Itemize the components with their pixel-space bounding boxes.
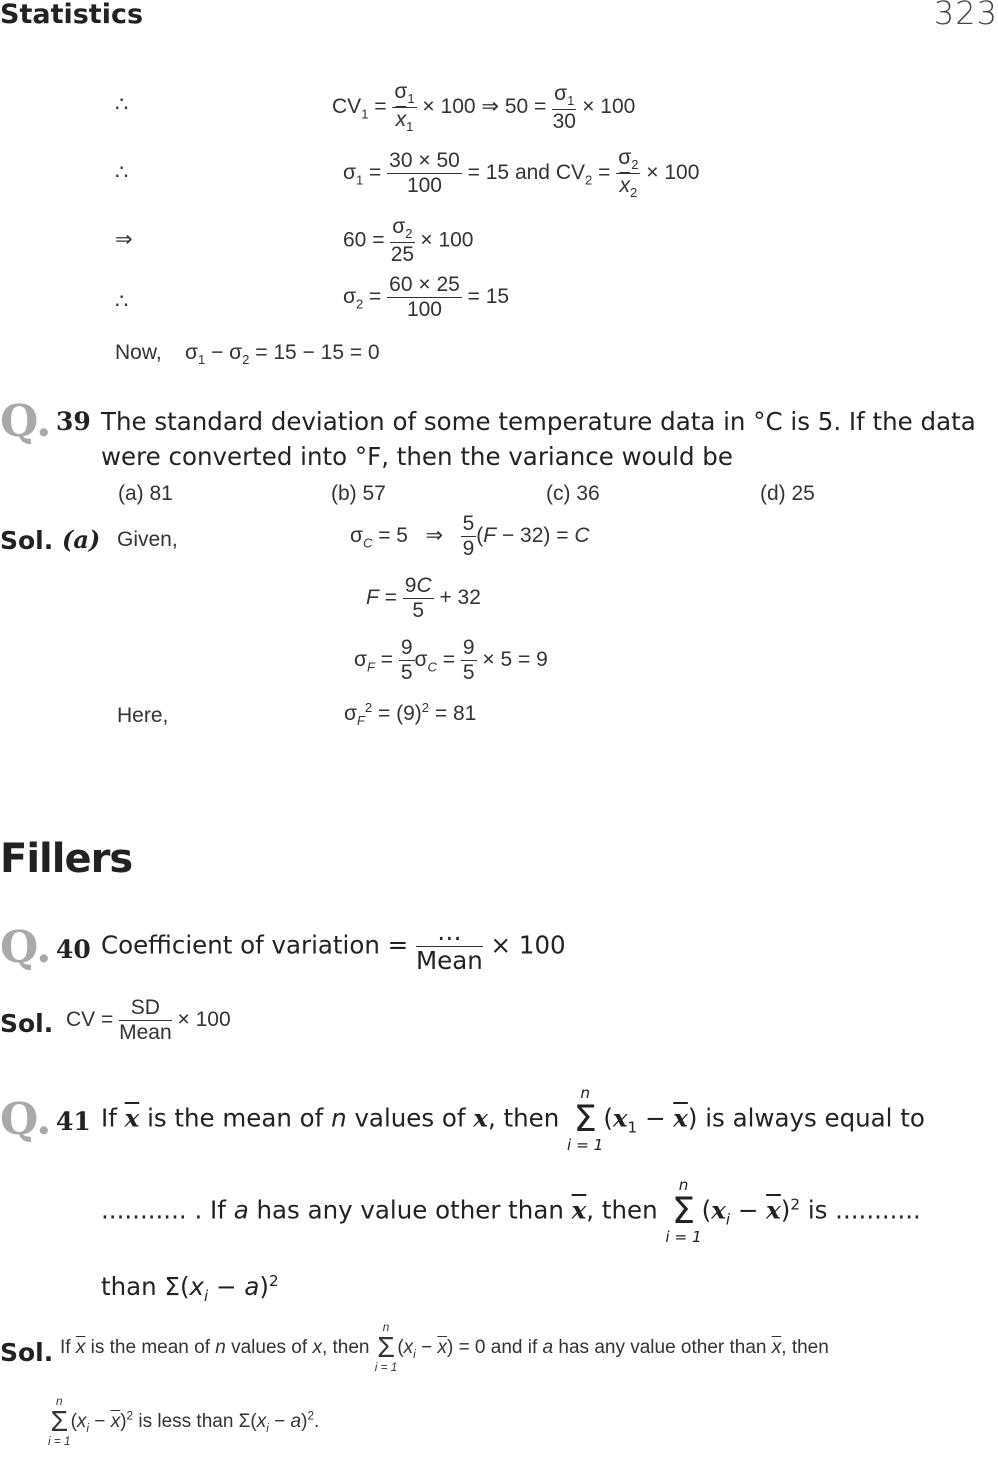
solution-40-formula: CV = $\frac{SD}{\text{Mean}}$ × 100: [66, 996, 231, 1045]
therefore-symbol-2: ∴: [115, 161, 129, 184]
now-line: Now, $\sigma_1 - \sigma_2 = 15 - 15 = 0$: [115, 341, 380, 368]
question-39-line2: were converted into °F, then the variance would be: [101, 442, 733, 471]
implies-symbol: ⇒: [115, 228, 133, 251]
option-d: (d) 25: [760, 482, 815, 505]
therefore-symbol: ∴: [115, 93, 129, 116]
solution-label-41: Sol.: [0, 1338, 54, 1367]
page-number: 323: [933, 0, 998, 32]
question-number-41: 41: [56, 1107, 91, 1136]
here-label: Here,: [117, 704, 169, 727]
given-label: Given,: [117, 528, 178, 551]
eq-sigma-c: $\sigma_C = 5$ ⇒ $\frac{5}{9}$ (F − 32) = C: [350, 512, 590, 561]
solution-41-line1: If $\overline{x}$ is the mean of n values of x, then n Σ i = 1 $(x_i - \overline{x}) = 0$ and if a has any value other than $\overline{x}$, then: [60, 1321, 829, 1375]
eq-sigma2: $\sigma_2$ = $\frac{60 \times 25}{100}$ = 15: [343, 273, 510, 322]
question-number-39: 39: [56, 407, 91, 436]
question-number-40: 40: [56, 935, 91, 964]
question-40-text: Coefficient of variation = $\frac{\dots}{\text{Mean}}$ × 100: [101, 917, 566, 976]
eq-f: F = $\frac{9C}{5}$ + 32: [366, 574, 481, 623]
option-a: (a) 81: [118, 482, 173, 505]
solution-label-40: Sol.: [0, 1009, 54, 1038]
eq-60: 60 = $\frac{\sigma_2}{25}$ × 100: [343, 215, 474, 267]
eq-cv1: $CV_1$ = $\frac{\sigma_1}{\overline{x}_1}$ × 100 ⇒ 50 = $\frac{\sigma_1}{30}$ × 100: [332, 80, 636, 135]
question-39-line1: The standard deviation of some temperature data in °C is 5. If the data: [101, 407, 976, 436]
eq-sigma1: $\sigma_1$ = $\frac{30 \times 50}{100}$ = 15 and $CV_2$ = $\frac{\sigma_2}{\overline{x}_2}$ × 100: [343, 146, 700, 201]
running-head-title: Statistics: [0, 0, 144, 30]
solution-41-line2: n Σ i = 1 $(x_i - \overline{x})^2$ is less than $\Sigma(x_i - a)^2$.: [48, 1395, 320, 1449]
option-b: (b) 57: [331, 482, 386, 505]
question-41-line3: than $\Sigma(x_i - a)^2$: [101, 1272, 279, 1306]
question-41-line2: ........... . If a has any value other than $\overline{x}$, then n Σ i = 1 $(x_i - \overline{x})^2$ is ...........: [101, 1176, 921, 1246]
option-c: (c) 36: [546, 482, 600, 505]
eq-sigma-f: $\sigma_F$ = $\frac{9}{5}$ $\sigma_C$ = $\frac{9}{5}$ × 5 = 9: [354, 636, 548, 685]
question-41-line1: If $\overline{x}$ is the mean of n values of x, then n Σ i = 1 $(x_1 - \overline{x})$ is always equal to: [101, 1084, 925, 1154]
answer-39: (a): [62, 525, 101, 554]
eq-variance: $\sigma_F^2 = (9)^2 = 81$: [344, 700, 477, 729]
section-title-fillers: Fillers: [0, 836, 133, 882]
question-mark-39: Q.: [0, 396, 52, 447]
therefore-symbol-3: ∴: [115, 290, 129, 313]
solution-label-39: Sol.: [0, 526, 54, 555]
question-mark-41: Q.: [0, 1094, 52, 1145]
question-mark-40: Q.: [0, 922, 52, 973]
